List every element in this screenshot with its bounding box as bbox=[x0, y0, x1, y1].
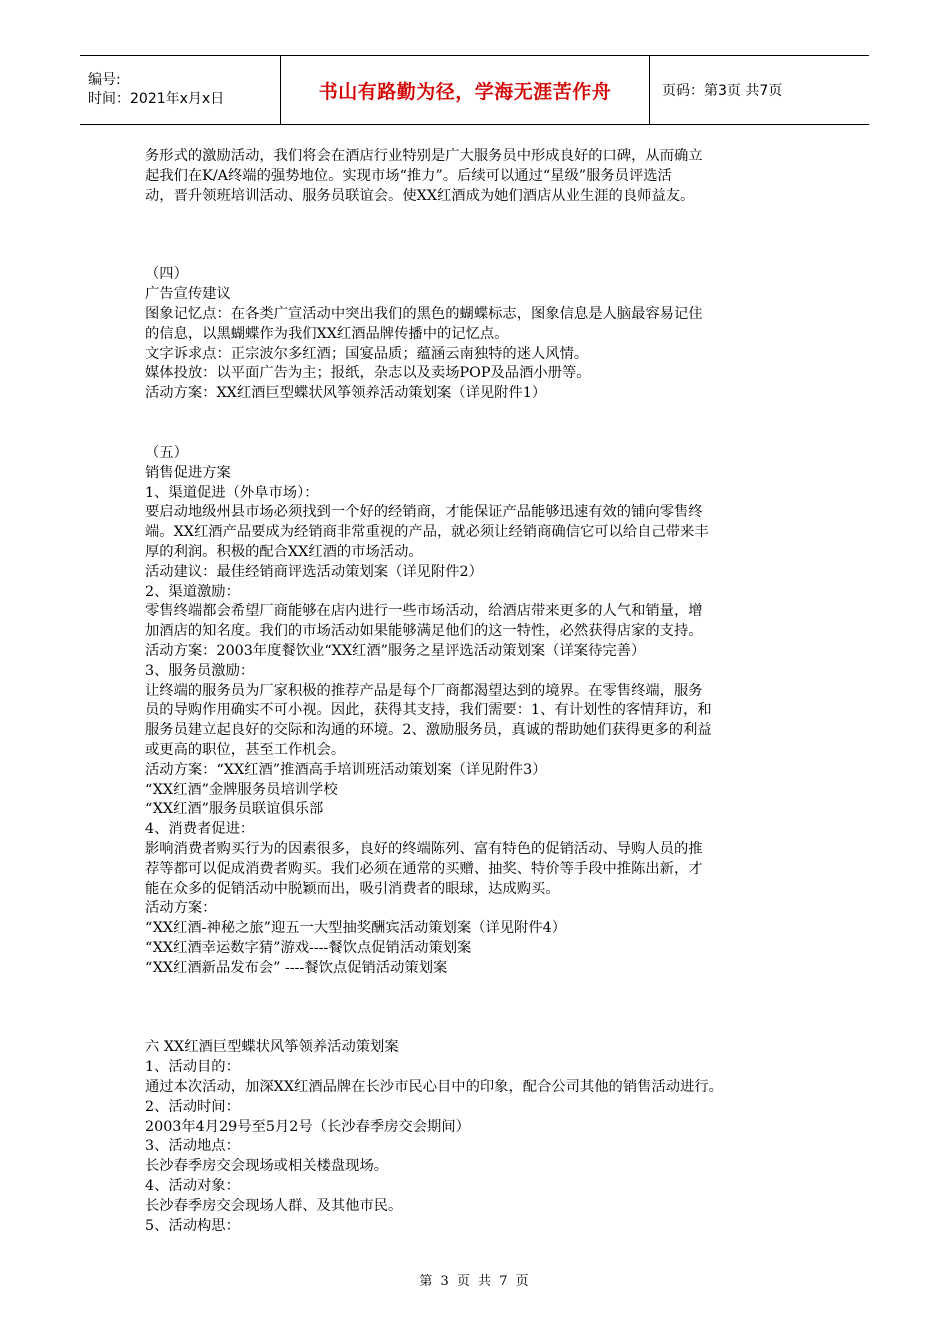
text-line: 员的导购作用确实不可小视。因此，获得其支持，我们需要：1、有计划性的客情拜访，和 bbox=[145, 702, 712, 719]
text-line: 要启动地级州县市场必须找到一个好的经销商，才能保证产品能够迅速有效的铺向零售终 bbox=[145, 504, 703, 521]
text-line: 荐等都可以促成消费者购买。我们必须在通常的买赠、抽奖、特价等手段中推陈出新，才 bbox=[145, 860, 703, 877]
text-line: 加酒店的知名度。我们的市场活动如果能够满足他们的这一特性，必然获得店家的支持。 bbox=[145, 623, 703, 640]
text-line: 3、服务员激励： bbox=[145, 662, 255, 679]
document-time: 时间：2021年x月x日 bbox=[88, 91, 225, 107]
document-body bbox=[145, 147, 810, 1236]
header-page-info: 页码：第3页 共7页 bbox=[662, 83, 783, 99]
text-line: 或更高的职位，甚至工作机会。 bbox=[145, 741, 346, 758]
text-line: 动，晋升领班培训活动、服务员联谊会。使XX红酒成为她们酒店从业生涯的良师益友。 bbox=[145, 187, 695, 204]
text-line: 的信息，以黑蝴蝶作为我们XX红酒品牌传播中的记忆点。 bbox=[145, 325, 509, 342]
text-line: 长沙春季房交会现场人群、及其他市民。 bbox=[145, 1197, 403, 1214]
header-meta bbox=[80, 56, 280, 124]
text-line: “XX红酒”服务员联谊俱乐部 bbox=[145, 801, 324, 818]
text-line: 影响消费者购买行为的因素很多，良好的终端陈列、富有特色的促销活动、导购人员的推 bbox=[145, 840, 703, 857]
text-line: 图象记忆点：在各类广宣活动中突出我们的黑色的蝴蝶标志，图象信息是人脑最容易记住 bbox=[145, 305, 703, 322]
text-line: 端。XX红酒产品要成为经销商非常重视的产品，就必须让经销商确信它可以给自己带来丰 bbox=[145, 524, 709, 541]
text-line: 通过本次活动，加深XX红酒品牌在长沙市民心目中的印象，配合公司其他的销售活动进行。 bbox=[145, 1079, 723, 1096]
text-line: 长沙春季房交会现场或相关楼盘现场。 bbox=[145, 1158, 389, 1175]
text-line: “XX红酒幸运数字猜”游戏----餐饮点促销活动策划案 bbox=[145, 939, 472, 956]
text-line: 2、渠道激励： bbox=[145, 583, 240, 600]
text-line: 4、消费者促进： bbox=[145, 821, 255, 838]
text-line: 文字诉求点：正宗波尔多红酒；国宴品质；蕴涵云南独特的迷人风情。 bbox=[145, 345, 589, 362]
text-line: 1、活动目的： bbox=[145, 1059, 240, 1076]
text-line: 活动方案：“XX红酒”推酒高手培训班活动策划案（详见附件3） bbox=[145, 761, 547, 778]
header-motto: 书山有路勤为径，学海无涯苦作舟 bbox=[318, 80, 612, 103]
text-line: （四） bbox=[145, 266, 188, 283]
text-line: 零售终端都会希望厂商能够在店内进行一些市场活动，给酒店带来更多的人气和销量，增 bbox=[145, 603, 703, 620]
text-line: 能在众多的促销活动中脱颖而出，吸引消费者的眼球，达成购买。 bbox=[145, 880, 560, 897]
text-line: 服务员建立起良好的交际和沟通的环境。2、激励服务员，真诚的帮助她们获得更多的利益 bbox=[145, 722, 712, 739]
text-line: 4、活动对象： bbox=[145, 1178, 240, 1195]
text-line: 六 XX红酒巨型蝶状风筝领养活动策划案 bbox=[145, 1039, 399, 1056]
text-line: 活动建议：最佳经销商评选活动策划案（详见附件2） bbox=[145, 563, 483, 580]
text-line: 活动方案： bbox=[145, 900, 217, 917]
section-six bbox=[145, 1038, 810, 1236]
text-line: “XX红酒-神秘之旅”迎五一大型抽奖酬宾活动策划案（详见附件4） bbox=[145, 920, 567, 937]
text-line: 5、活动构思： bbox=[145, 1217, 240, 1234]
text-line: 让终端的服务员为厂家积极的推荐产品是每个厂商都渴望达到的境界。在零售终端，服务 bbox=[145, 682, 703, 699]
section-five bbox=[145, 444, 810, 979]
text-line: 2、活动时间： bbox=[145, 1098, 240, 1115]
document-number-label: 编号: bbox=[88, 72, 121, 88]
header-motto-cell bbox=[280, 56, 650, 124]
text-line: 起我们在K/A终端的强势地位。实现市场“推力”。后续可以通过“星级”服务员评选活 bbox=[145, 167, 672, 184]
text-line: 销售促进方案 bbox=[145, 464, 231, 481]
text-line: 活动方案：2003年度餐饮业“XX红酒”服务之星评选活动策划案（详案待完善） bbox=[145, 642, 646, 659]
text-line: 1、渠道促进（外阜市场）： bbox=[145, 484, 319, 501]
page-header bbox=[80, 55, 869, 125]
text-line: “XX红酒”金牌服务员培训学校 bbox=[145, 781, 338, 798]
section-four bbox=[145, 265, 810, 404]
text-line: 广告宣传建议 bbox=[145, 286, 231, 303]
text-line: 3、活动地点： bbox=[145, 1138, 240, 1155]
text-line: “XX红酒新品发布会” ----餐饮点促销活动策划案 bbox=[145, 959, 448, 976]
page-footer: 第 3 页 共 7 页 bbox=[419, 1274, 531, 1289]
text-line: 务形式的激励活动，我们将会在酒店行业特别是广大服务员中形成良好的口碑，从而确立 bbox=[145, 148, 703, 164]
text-line: 2003年4月29号至5月2号（长沙春季房交会期间） bbox=[145, 1118, 470, 1135]
text-line: 厚的利润。积极的配合XX红酒的市场活动。 bbox=[145, 543, 423, 560]
text-line: 媒体投放：以平面广告为主；报纸，杂志以及卖场POP及品酒小册等。 bbox=[145, 365, 591, 382]
text-line: （五） bbox=[145, 444, 188, 461]
text-line: 活动方案：XX红酒巨型蝶状风筝领养活动策划案（详见附件1） bbox=[145, 385, 547, 402]
intro-section bbox=[145, 147, 810, 206]
